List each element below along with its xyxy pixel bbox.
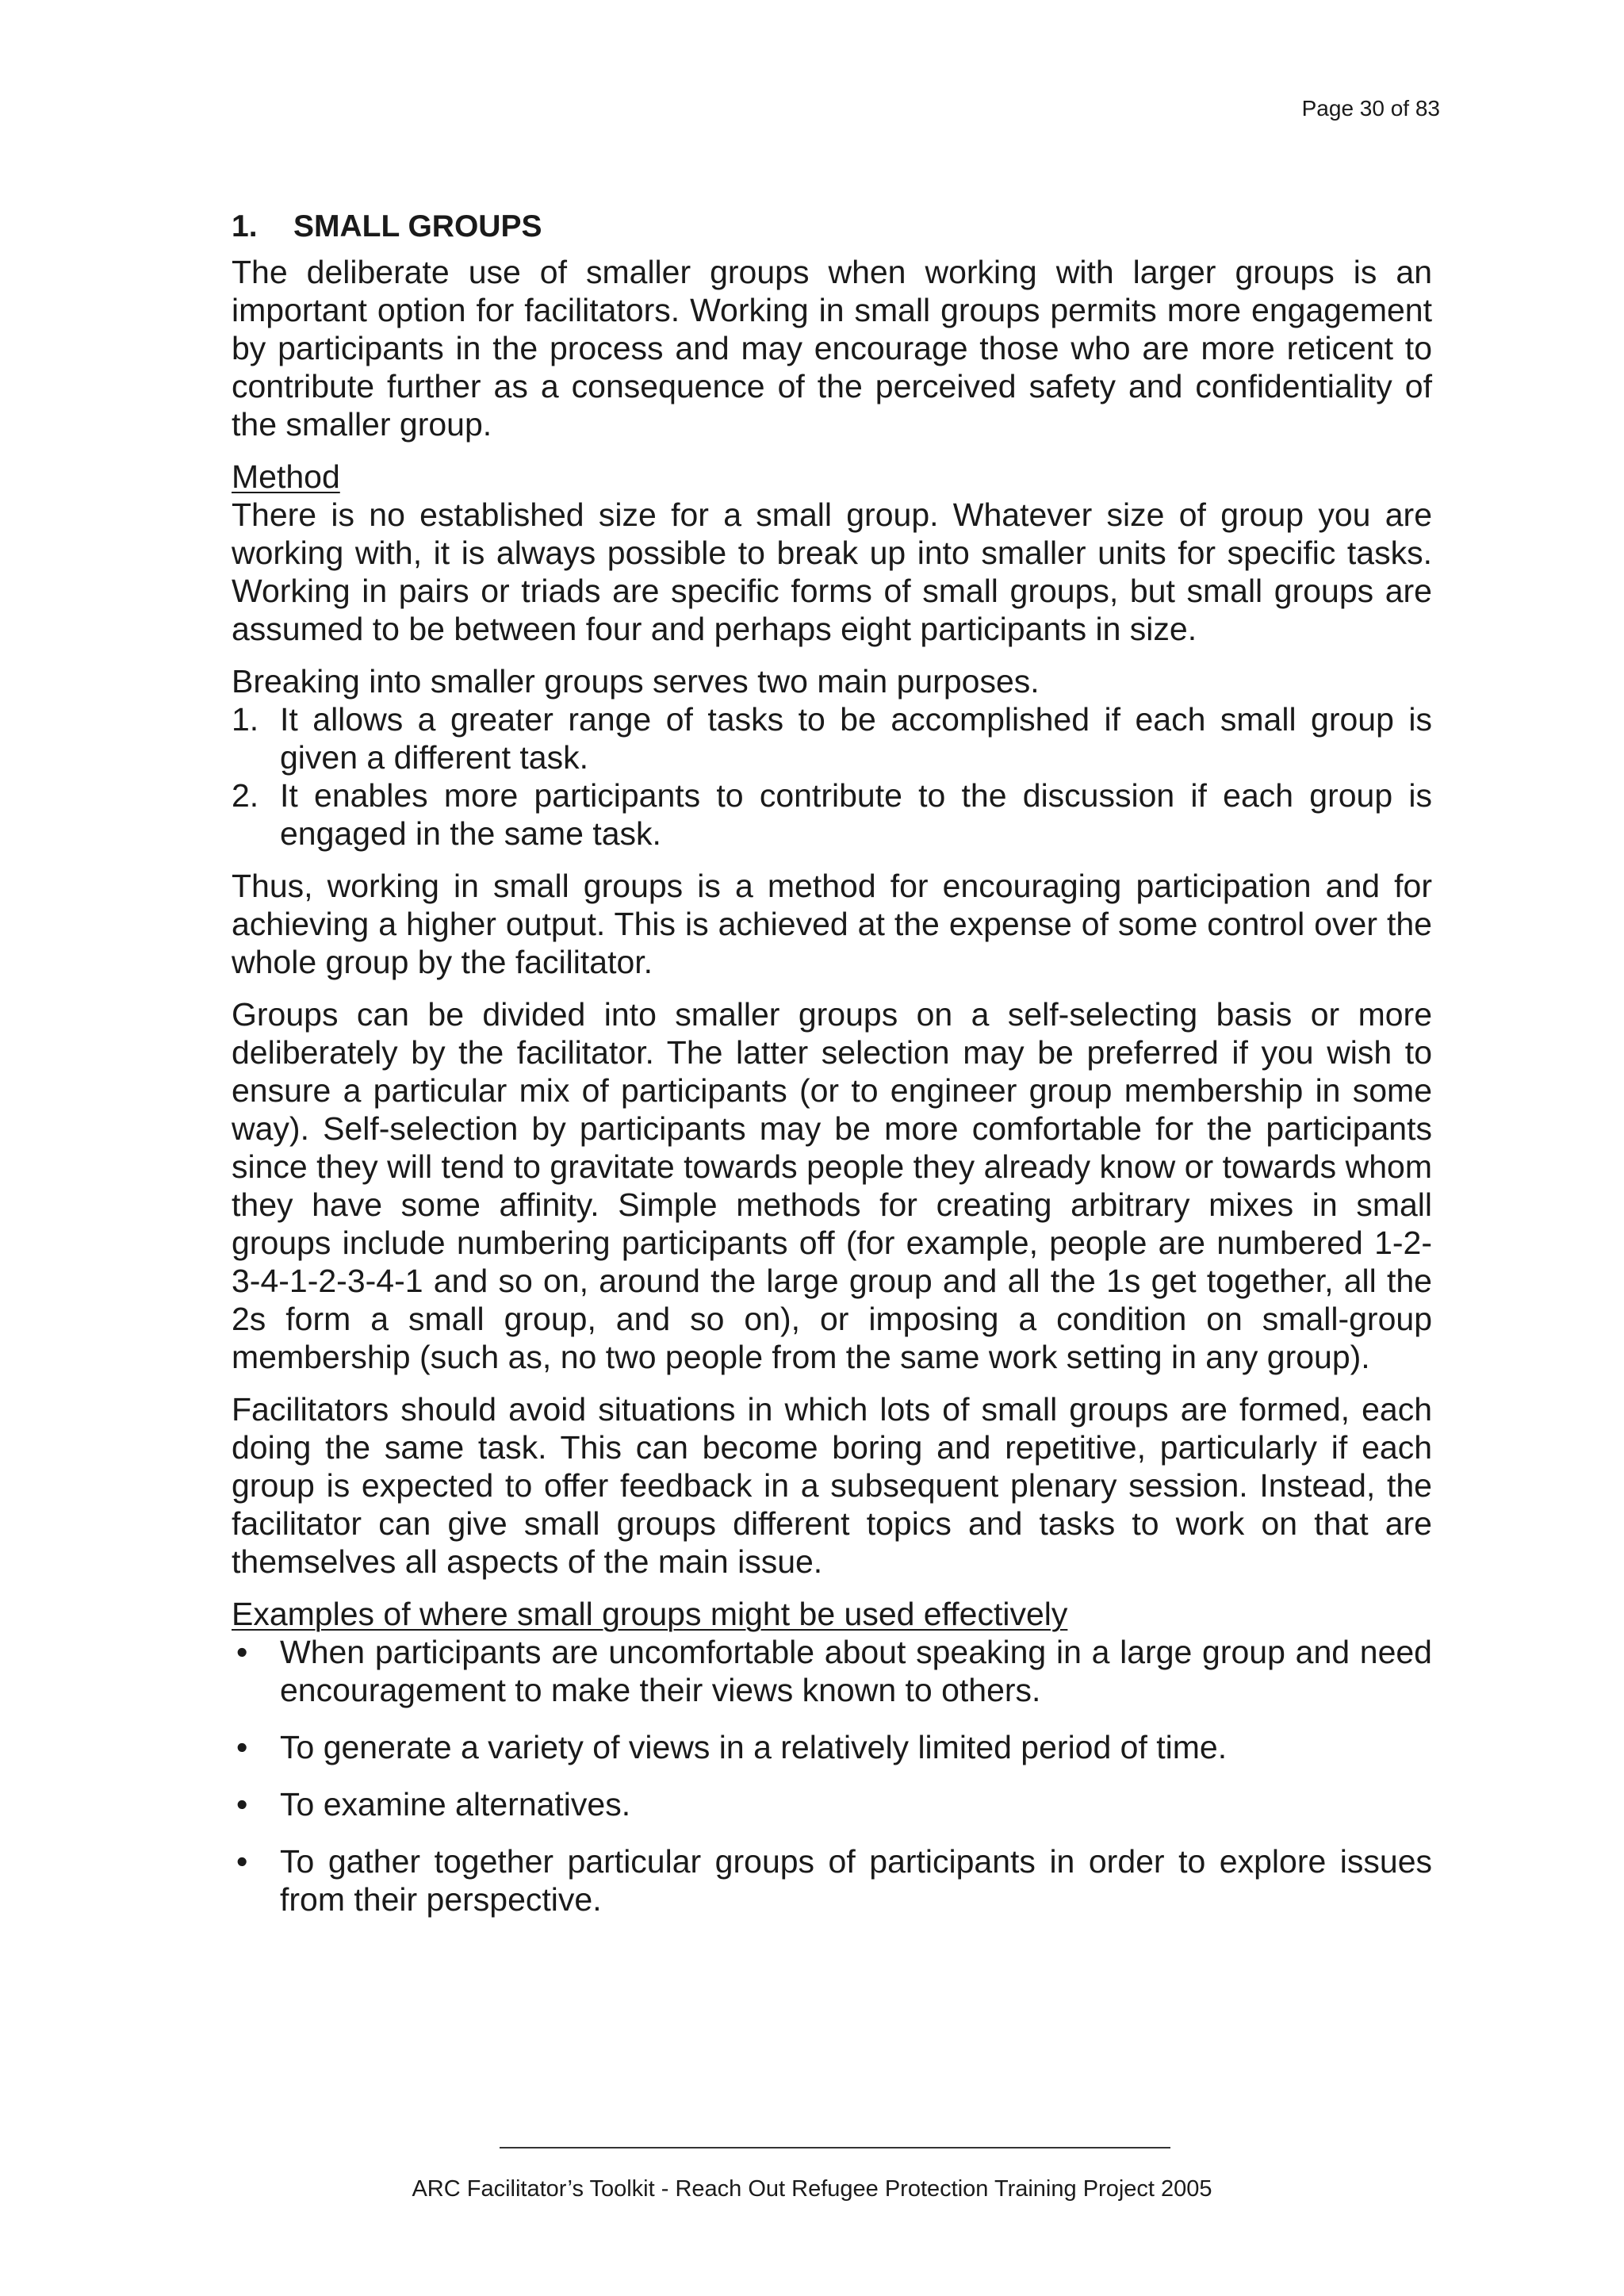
footer-divider: [500, 2147, 1170, 2148]
section-number: 1.: [232, 209, 258, 243]
list-item-text: It enables more participants to contribute to the discussion if each group is engaged in the same task.: [280, 777, 1432, 852]
list-item-text: To gather together particular groups of participants in order to explore issues from their perspective.: [280, 1843, 1432, 1918]
list-item-text: To generate a variety of views in a relatively limited period of time.: [280, 1729, 1228, 1765]
examples-heading: Examples of where small groups might be used effectively: [232, 1596, 1068, 1632]
list-marker: 1.: [232, 701, 259, 738]
list-item: [232, 1842, 1432, 1918]
bullet-icon: •: [236, 1843, 248, 1880]
intro-paragraph: The deliberate use of smaller groups when working with larger groups is an important option for facilitators. Working in small groups permits more engagement by participants in the process and may encourage those who are more reticent to contribute further as a consequence of the perceived safety and confidentiality of the smaller group.: [232, 254, 1432, 443]
list-item-text: When participants are uncomfortable about speaking in a large group and need encouragement to make their views known to others.: [280, 1634, 1432, 1708]
method-heading: Method: [232, 458, 340, 495]
bullet-icon: •: [236, 1634, 248, 1670]
list-item-text: It allows a greater range of tasks to be accomplished if each small group is given a different task.: [280, 701, 1432, 776]
paragraph-avoid-repetition: Facilitators should avoid situations in which lots of small groups are formed, each doing the same task. This can become boring and repetitive, particularly if each group is expected to offer feedback in a subsequent plenary session. Instead, the facilitator can give small groups different topics and tasks to work on that are themselves all aspects of the main issue.: [232, 1391, 1432, 1580]
purposes-list: [232, 700, 1432, 853]
list-marker: 2.: [232, 777, 259, 814]
section-heading: [232, 208, 1432, 246]
list-item: [232, 700, 1432, 776]
bullet-icon: •: [236, 1786, 248, 1823]
list-item-text: To examine alternatives.: [280, 1786, 631, 1823]
method-paragraph: There is no established size for a small group. Whatever size of group you are working with, it is always possible to break up into smaller units for specific tasks. Working in pairs or triads are specific forms of small groups, but small groups are assumed to be between four and perhaps eight participants in size.: [232, 496, 1432, 647]
list-item: [232, 776, 1432, 853]
list-item: [232, 1728, 1432, 1766]
footer-text: ARC Facilitator’s Toolkit - Reach Out Refugee Protection Training Project 2005: [412, 2176, 1212, 2202]
purposes-intro: Breaking into smaller groups serves two main purposes.: [232, 663, 1040, 700]
paragraph-participation: Thus, working in small groups is a method for encouraging participation and for achieving a higher output. This is achieved at the expense of some control over the whole group by the facilitator.: [232, 868, 1432, 980]
examples-list: [232, 1633, 1432, 1918]
document-body: [232, 208, 1432, 1938]
bullet-icon: •: [236, 1729, 248, 1765]
list-item: [232, 1633, 1432, 1709]
paragraph-group-division: Groups can be divided into smaller groups on a self-selecting basis or more deliberately by the facilitator. The latter selection may be preferred if you wish to ensure a particular mix of participants (or to engineer group membership in some way). Self-selection by participants may be more comfortable for the participants since they will tend to gravitate towards people they already know or towards whom they have some affinity. Simple methods for creating arbitrary mixes in small groups include numbering participants off (for example, people are numbered 1-2-3-4-1-2-3-4-1 and so on, around the large group and all the 1s get together, all the 2s form a small group, and so on), or imposing a condition on small-group membership (such as, no two people from the same work setting in any group).: [232, 996, 1432, 1375]
section-title: SMALL GROUPS: [293, 209, 542, 243]
list-item: [232, 1785, 1432, 1823]
page-number: Page 30 of 83: [1301, 96, 1440, 121]
